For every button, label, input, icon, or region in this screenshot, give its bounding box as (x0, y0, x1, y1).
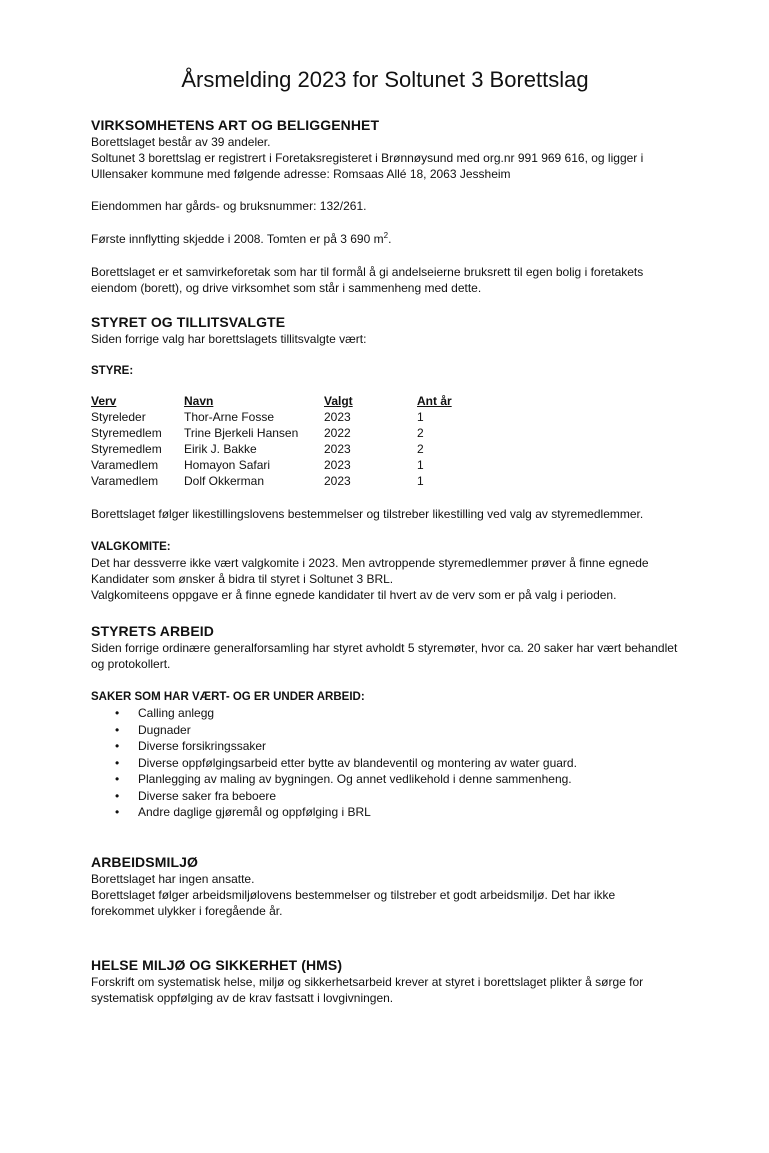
list-item (115, 788, 679, 805)
table-cell: Styreleder (91, 410, 146, 424)
bullet-icon: • (115, 722, 120, 737)
paragraph-line: Borettslaget består av 39 andeler. (91, 135, 271, 149)
bullet-icon: • (115, 772, 120, 786)
list-item (115, 804, 679, 821)
table-cell: 2 (417, 426, 424, 440)
section-board-work (91, 622, 679, 821)
table-cell: Styremedlem (91, 442, 162, 456)
table-cell: 2023 (324, 442, 351, 456)
board-table (91, 393, 477, 489)
table-row (91, 409, 477, 425)
paragraph-line: Kandidater som ønsker å bidra til styret i Soltunet 3 BRL. (91, 572, 394, 586)
table-row (91, 457, 477, 473)
paragraph-line: systematisk oppfølging av de krav fastsatt i lovgivningen. (91, 990, 394, 1005)
paragraph-line: Siden forrige ordinære generalforsamling har styret avholdt 5 styremøter, hvor ca. 20 saker har vært behandlet (91, 641, 678, 655)
column-header: Verv (91, 394, 117, 408)
paragraph-line: eiendom (borett), og drive virksomhet som står i sammenheng med dette. (91, 281, 482, 295)
paragraph-line: Forskrift om systematisk helse, miljø og sikkerhetsarbeid krever at styret i borettslaget plikter å sørge for (91, 974, 644, 989)
table-cell: 2023 (324, 410, 351, 424)
table-cell: 2 (417, 442, 424, 456)
paragraph-line: Valgkomiteens oppgave er å finne egnede kandidater til hvert av de verv som er på valg i perioden. (91, 588, 617, 602)
table-cell: 1 (417, 474, 424, 488)
table-cell: Homayon Safari (184, 458, 271, 472)
paragraph-line: Soltunet 3 borettslag er registrert i Foretaksregisteret i Brønnøysund med org.nr 991 969 616, og ligger i (91, 151, 644, 165)
section-heading: STYRET OG TILLITSVALGTE (91, 314, 286, 330)
list-item (115, 722, 679, 739)
committee-label: VALGKOMITE: (91, 541, 171, 553)
list-item (115, 755, 679, 772)
bullet-icon: • (115, 805, 120, 819)
first-moving-text (91, 231, 679, 247)
bullet-icon: • (115, 706, 120, 720)
paragraph-line: Siden forrige valg har borettslagets tillitsvalgte vært: (91, 332, 367, 346)
section-hms (91, 956, 679, 1006)
section-heading: ARBEIDSMILJØ (91, 853, 198, 870)
superscript: 2 (383, 231, 389, 240)
page-title: Årsmelding 2023 for Soltunet 3 Borettslag (181, 67, 589, 92)
list-item (115, 705, 679, 722)
paragraph-line: Borettslaget har ingen ansatte. (91, 871, 255, 886)
column-header: Navn (184, 394, 214, 408)
section-heading: STYRETS ARBEID (91, 623, 215, 639)
table-cell: Dolf Okkerman (184, 474, 265, 488)
table-cell: Eirik J. Bakke (184, 442, 257, 456)
list-item-text: Diverse forsikringssaker (138, 739, 267, 753)
first-moving-suffix: . (388, 232, 392, 246)
table-cell: 2023 (324, 458, 351, 472)
board-label: STYRE: (91, 365, 134, 377)
table-header-row (91, 393, 477, 409)
column-header: Ant år (417, 394, 452, 408)
equality-statement: Borettslaget følger likestillingslovens bestemmelser og tilstreber likestilling ved valg av styremedlemmer. (91, 507, 644, 521)
paragraph-line: Borettslaget følger arbeidsmiljølovens bestemmelser og tilstreber et godt arbeidsmiljø. Det har ikke (91, 887, 616, 902)
property-number: Eiendommen har gårds- og bruksnummer: 132/261. (91, 199, 367, 213)
table-cell: Varamedlem (91, 474, 159, 488)
document-page (0, 66, 769, 1153)
section-heading: VIRKSOMHETENS ART OG BELIGGENHET (91, 117, 380, 133)
list-item (115, 771, 679, 788)
paragraph-line: Borettslaget er et samvirkeforetak som har til formål å gi andelseierne bruksrett til egen bolig i foretakets (91, 265, 644, 279)
section-heading: HELSE MILJØ OG SIKKERHET (HMS) (91, 956, 343, 973)
table-cell: 1 (417, 410, 424, 424)
paragraph-line: forekommet ulykker i foregående år. (91, 903, 283, 918)
table-row (91, 473, 477, 489)
table-row (91, 441, 477, 457)
paragraph-line: Ullensaker kommune med følgende adresse: Romsaas Allé 18, 2063 Jessheim (91, 167, 511, 181)
list-item-text: Calling anlegg (138, 706, 215, 720)
bullet-icon: • (115, 739, 120, 753)
paragraph-line: og protokollert. (91, 657, 171, 671)
bullet-icon: • (115, 788, 120, 803)
table-cell: Styremedlem (91, 426, 162, 440)
column-header: Valgt (324, 394, 353, 408)
table-cell: 1 (417, 458, 424, 472)
section-work-environment (91, 853, 679, 919)
paragraph-line: Det har dessverre ikke vært valgkomite i 2023. Men avtroppende styremedlemmer prøver å finne egnede (91, 556, 649, 570)
list-item-text: Andre daglige gjøremål og oppfølging i BRL (138, 805, 371, 819)
list-item-text: Planlegging av maling av bygningen. Og annet vedlikehold i denne sammenheng. (138, 772, 572, 786)
table-cell: Thor-Arne Fosse (184, 410, 275, 424)
table-row (91, 425, 477, 441)
section-board (91, 313, 679, 603)
table-cell: 2022 (324, 426, 351, 440)
list-item-text: Dugnader (138, 722, 191, 737)
table-cell: 2023 (324, 474, 351, 488)
tasks-label: SAKER SOM HAR VÆRT- OG ER UNDER ARBEID: (91, 691, 365, 703)
first-moving-prefix: Første innflytting skjedde i 2008. Tomten er på 3 690 m (91, 232, 384, 246)
table-cell: Varamedlem (91, 458, 159, 472)
list-item-text: Diverse oppfølgingsarbeid etter bytte av blandeventil og montering av water guard. (138, 755, 577, 770)
table-cell: Trine Bjerkeli Hansen (184, 426, 299, 440)
section-business (91, 116, 679, 296)
list-item (115, 738, 679, 755)
task-list (91, 705, 679, 821)
bullet-icon: • (115, 755, 120, 770)
list-item-text: Diverse saker fra beboere (138, 788, 277, 803)
